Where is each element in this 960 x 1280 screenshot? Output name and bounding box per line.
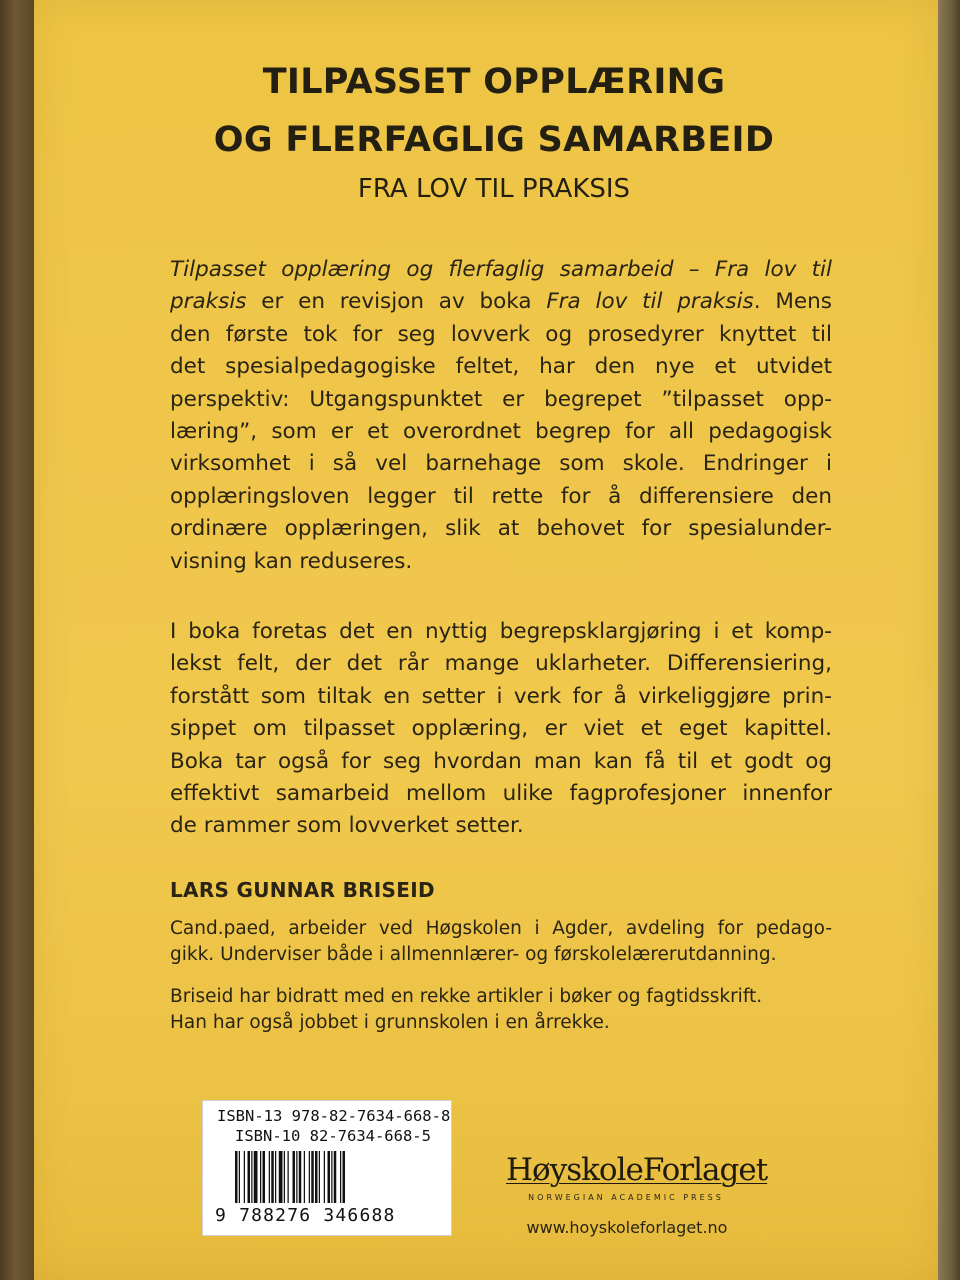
paragraph-line: læring”, som er et overordnet begrep for all pedagogisk (170, 419, 832, 445)
author-bio-1 (170, 916, 832, 968)
paragraph-line (170, 254, 832, 286)
bio-line: Cand.paed, arbeider ved Høgskolen i Agder, avdeling for pedago- (170, 918, 832, 939)
bio-line: gikk. Underviser både i allmennlærer- og førskolelærerutdanning. (170, 944, 777, 965)
italic-title-text: Tilpasset opplæring og flerfaglig samarbeid – Fra lov til (170, 257, 832, 282)
book-subtitle: FRA LOV TIL PRAKSIS (357, 174, 631, 204)
bio-line: Han har også jobbet i grunnskolen i en årrekke. (170, 1012, 610, 1033)
paragraph-line: virksomhet i så vel barnehage som skole. Endringer i (170, 451, 832, 477)
book-title-line-2: OG FLERFAGLIG SAMARBEID (213, 120, 775, 160)
paragraph-line (170, 286, 832, 318)
description-paragraph-1 (170, 254, 832, 578)
publisher-url: www.hoyskoleforlaget.no (526, 1218, 728, 1237)
paragraph-line: I boka foretas det en nyttig begrepsklargjøring i et komp- (170, 619, 832, 644)
paragraph-line: de rammer som lovverket setter. (170, 813, 524, 839)
paragraph-line: det spesialpedagogiske feltet, har den nye et utvidet (170, 354, 832, 380)
paragraph-line: sippet om tilpasset opplæring, er viet et eget kapittel. (170, 716, 832, 742)
description-paragraph-2 (170, 616, 832, 843)
paragraph-line: forstått som tiltak en setter i verk for å virkeliggjøre prin- (170, 683, 832, 709)
italic-title-text: Fra lov til praksis (546, 289, 754, 315)
ean-number: 9 788276 346688 (215, 1205, 396, 1226)
author-name: LARS GUNNAR BRISEID (170, 878, 435, 902)
paragraph-line: visning kan reduseres. (170, 548, 413, 574)
bio-line: Briseid har bidratt med en rekke artikler i bøker og fagtidsskrift. (170, 986, 763, 1007)
book-back-cover (34, 0, 938, 1280)
paragraph-line: lekst felt, der det rår mange uklarheter. Differensiering, (170, 651, 832, 677)
barcode-icon (235, 1151, 435, 1203)
paragraph-line: den første tok for seg lovverk og prosedyrer knyttet til (170, 321, 832, 347)
paragraph-line: Boka tar også for seg hvordan man kan få til et godt og (170, 748, 832, 774)
paragraph-line: effektivt samarbeid mellom ulike fagprofesjoner innenfor (170, 781, 832, 807)
publisher-logo: HøyskoleForlaget (506, 1152, 768, 1188)
isbn-barcode-label (202, 1100, 452, 1236)
paragraph-line: perspektiv: Utgangspunktet er begrepet ”tilpasset opp- (170, 386, 832, 412)
publisher-tagline: NORWEGIAN ACADEMIC PRESS (528, 1193, 724, 1202)
italic-title-text: praksis (170, 289, 247, 315)
paragraph-line: opplæringsloven legger til rette for å differensiere den (170, 483, 832, 509)
paragraph-text: . Mens (753, 289, 832, 315)
wooden-table-left (0, 0, 34, 1280)
paragraph-text: er en revisjon av boka (246, 289, 547, 315)
book-title-line-1: TILPASSET OPPLÆRING (262, 62, 726, 102)
isbn-10: ISBN-10 82-7634-668-5 (235, 1127, 431, 1145)
isbn-13: ISBN-13 978-82-7634-668-8 (217, 1107, 451, 1125)
author-bio-2 (170, 984, 832, 1036)
paragraph-line: ordinære opplæringen, slik at behovet for spesialunder- (170, 516, 832, 542)
